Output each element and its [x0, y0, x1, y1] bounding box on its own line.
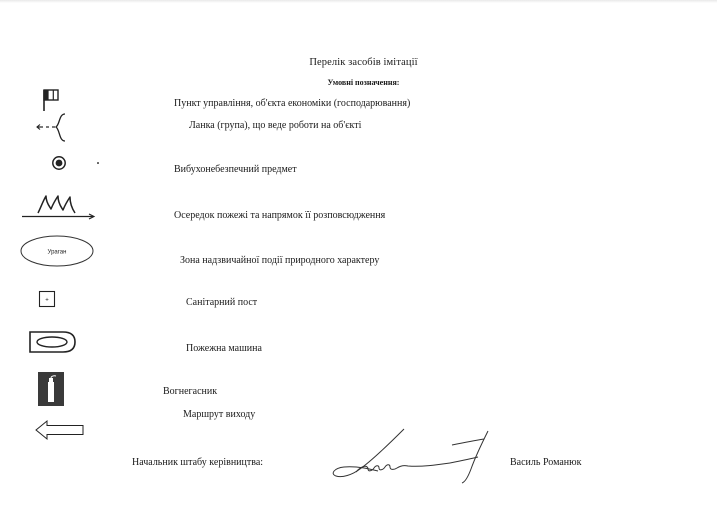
legend-label-fire-extinguisher: Вогнегасник: [163, 386, 218, 397]
scan-edge: [0, 0, 717, 3]
legend-label-working-group: Ланка (група), що веде роботи на об'єкті: [189, 120, 362, 131]
legend-label-explosive: Вибухонебезпечний предмет: [174, 164, 297, 175]
fire-spread-icon: [20, 193, 100, 221]
emergency-zone-oval-text: Ураган: [47, 249, 67, 256]
legend-label-fire-spread: Осередок пожежі та напрямок її розповсюдження: [174, 210, 386, 221]
exit-route-arrow-icon: [34, 419, 86, 441]
sanitary-post-icon: [38, 290, 56, 308]
legend-label-emergency-zone: Зона надзвичайної події природного характеру: [180, 255, 380, 266]
fire-extinguisher-icon: [38, 372, 64, 406]
chief-of-staff-label: Начальник штабу керівництва:: [132, 457, 264, 468]
fire-truck-icon: [27, 329, 77, 355]
legend-label-fire-truck: Пожежна машина: [186, 343, 262, 354]
legend-label-exit-route: Маршрут виходу: [183, 409, 256, 420]
document-title: Перелік засобів імітації: [309, 57, 418, 68]
command-post-flag-icon: [40, 88, 64, 112]
working-group-bracket-icon: [34, 112, 74, 144]
legend-label-sanitary-post: Санітарний пост: [186, 297, 258, 308]
emergency-zone-oval-icon: [19, 234, 95, 268]
explosive-object-icon: [51, 155, 67, 171]
signatory-name: Василь Романюк: [510, 457, 582, 468]
sanitary-post-text: +: [45, 297, 49, 304]
legend-subtitle: Умовні позначення:: [327, 78, 400, 87]
legend-label-command-post: Пункт управління, об'єкта економіки (господарювання): [174, 98, 411, 109]
signature-image: [312, 425, 492, 485]
scan-speck: [97, 162, 99, 164]
